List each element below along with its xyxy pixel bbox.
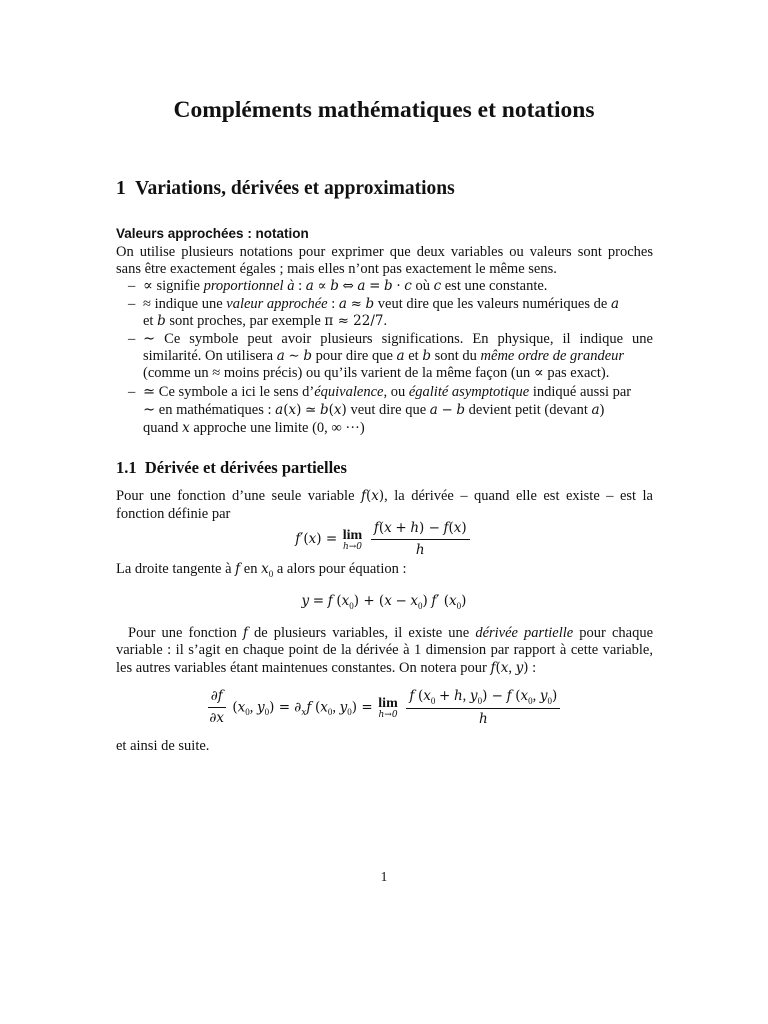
list-item-approx-line-2: et b sont proches, par exemple π ≈ 22/7. <box>143 313 388 329</box>
list-item-equivalence-line-2: ∼ en mathématiques : a(x) ≃ b(x) veut dire que a − b devient petit (devant a) <box>143 402 605 418</box>
paragraph-1-line-1: Pour une fonction d’une seule variable f(x), la dérivée – quand elle est existe – est la <box>116 488 653 504</box>
paragraph-1-line-2: fonction définie par <box>116 506 231 522</box>
closing-text: et ainsi de suite. <box>116 738 210 754</box>
list-bullet: – <box>128 331 136 347</box>
page-number: 1 <box>380 869 388 884</box>
list-item-similar-line-3: (comme un ≈ moins précis) ou qu’ils varient de la même façon (un ∝ pas exact). <box>143 365 610 381</box>
section-1-1-title: Dérivée et dérivées partielles <box>144 458 347 477</box>
page-title: Compléments mathématiques et notations <box>173 97 595 123</box>
notation-heading: Valeurs approchées : notation <box>116 226 309 241</box>
list-item-similar-line-1: ∼ Ce symbole peut avoir plusieurs significations. En physique, il indique une <box>143 331 653 347</box>
list-item-equivalence-line-1: ≃ Ce symbole a ici le sens d’équivalence, ou égalité asymptotique indiqué aussi par <box>143 384 632 400</box>
list-bullet: – <box>128 296 136 312</box>
list-item-equivalence-line-3: quand x approche une limite (0, ∞ ···) <box>143 420 365 436</box>
paragraph-2-line-2: variable : il s’agit en chaque point de la dérivée à 1 dimension par rapport à cette variable, <box>116 642 653 658</box>
section-1-1-heading <box>116 458 347 478</box>
section-1-title: Variations, dérivées et approximations <box>135 178 455 199</box>
list-item-proportional: ∝ signifie proportionnel à : a ∝ b ⇔ a = b · c où c est une constante. <box>143 278 548 294</box>
equation-derivative: f′(x) = lim h→0 $\frac{f(x + h) - f(x)}{h}$ <box>0 520 768 559</box>
paragraph-2-line-3: les autres variables étant maintenues constantes. On notera pour f(x, y) : <box>116 660 537 676</box>
list-item-approx-line-1: ≈ indique une valeur approchée : a ≈ b veut dire que les valeurs numériques de a <box>143 296 619 312</box>
equation-partial-derivative: $\frac{\partial f}{\partial x}$ ($x_0$, $y_0) = \partial_xf$ ($x_0$, $y_0$) = lim h→0 $\frac{f (x_0 + h, y_0) - f (x_0, y_0)}{h}$ <box>0 688 768 728</box>
paragraph-2-line-1: Pour une fonction f de plusieurs variables, il existe une dérivée partielle pour chaque <box>128 625 654 641</box>
section-1-1-number: 1.1 <box>116 458 137 477</box>
intro-line-1: On utilise plusieurs notations pour exprimer que deux variables ou valeurs sont proches <box>116 244 653 260</box>
list-item-similar-line-2: similarité. On utilisera a ∼ b pour dire que a et b sont du même ordre de grandeur <box>143 348 625 364</box>
list-bullet: – <box>128 384 136 400</box>
section-1-heading <box>116 178 455 200</box>
equation-tangent: y = f $(x_0) + (x - x_0)$ f′ $(x_0)$ <box>301 593 467 611</box>
list-bullet: – <box>128 278 136 294</box>
tangent-line-text: La droite tangente à f en $x_0$ a alors pour équation : <box>116 561 407 579</box>
intro-line-2: sans être exactement égales ; mais elles n’ont pas exactement le même sens. <box>116 261 557 277</box>
section-1-number: 1 <box>116 178 126 199</box>
